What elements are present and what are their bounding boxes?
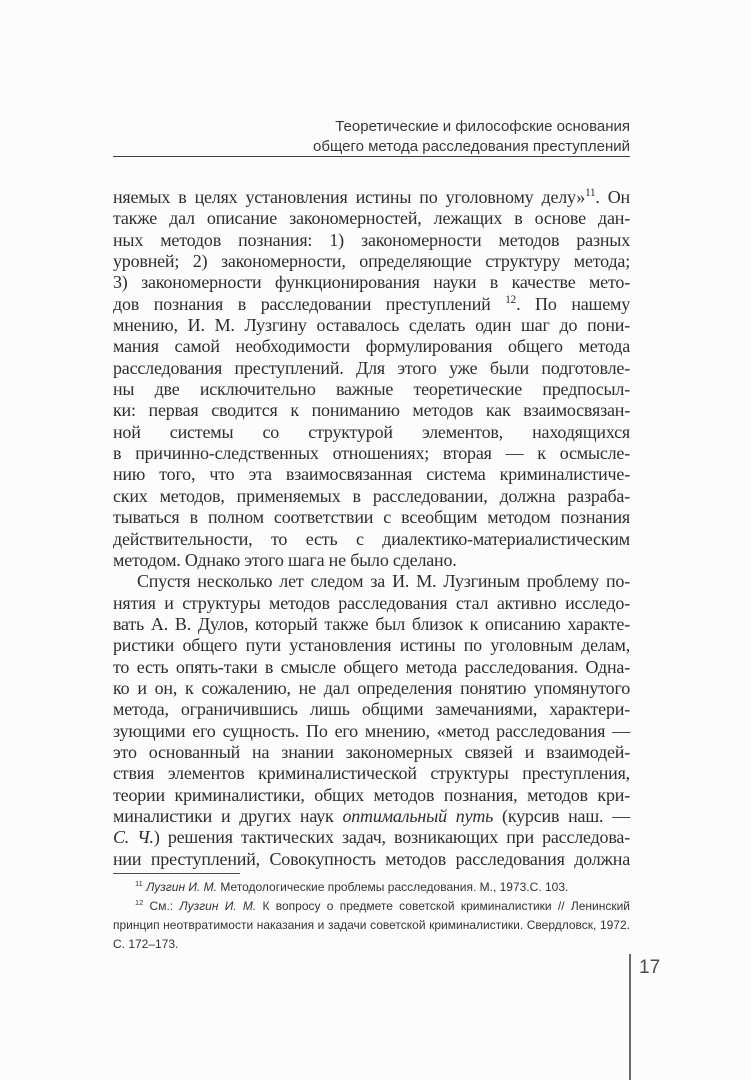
text-line: $^{11}$ Лузгин И. М. Методологические проблемы расследования. М., 1973.С. 103. [135,879,569,894]
text-line: вать А. В. Дулов, который также был близок к описанию характе- [113,613,630,634]
header-title-line-2: общего метода расследования преступлений [313,138,630,155]
text-line: это основанный на знании закономерных связей и взаимодей- [113,741,630,762]
text-line: Спустя несколько лет следом за И. М. Лузгиным проблему по- [137,571,630,592]
text-line: также дал описание закономерностей, лежащих в основе дан- [113,208,630,229]
text-line: ной системы со структурой элементов, находящихся [113,421,630,442]
text-line: 3) закономерности функционирования науки в качестве мето- [113,272,630,293]
text-line: принцип неотвратимости наказания и задачи советской криминалистики. Свердловск, 1972. [113,918,630,932]
footnote-item [113,878,630,897]
footnotes [113,878,630,954]
text-line: ко и он, к сожалению, не дал определения понятию упомянутого [113,677,630,698]
text-line: нятия и структуры методов расследования стал активно исследо- [113,592,630,613]
text-line: расследования преступлений. Для этого уже были подготовле- [113,357,630,378]
text-line: нию того, что эта взаимосвязанная система криминалистиче- [113,464,630,485]
paragraph [113,187,630,571]
page-number: 17 [639,957,661,978]
text-line: ки: первая сводится к пониманию методов как взаимосвязан- [113,400,630,421]
page-number-rule [629,954,631,1080]
paragraph [113,571,630,870]
text-line: С. Ч.) решения тактических задач, возникающих при расследова- [113,827,630,848]
text-line: ствия элементов криминалистической структуры преступления, [113,763,630,784]
text-line: мания самой необходимости формулирования общего метода [113,336,630,357]
text-line: С. 172–173. [113,937,179,951]
running-header [313,117,630,157]
text-line: действительности, то есть с диалектико-материалистическим [113,528,630,549]
text-line: ристики общего пути установления истины по уголовным делам, [113,635,630,656]
text-line: нии преступлений, Совокупность методов расследования должна [113,848,630,869]
text-line: теории криминалистики, общих методов познания, методов кри- [113,784,630,805]
text-line: тываться в полном соответствии с всеобщим методом познания [113,507,630,528]
text-line: ских методов, применяемых в расследовании, должна разраба- [113,485,630,506]
text-line: ны две исключительно важные теоретические предпосыл- [113,379,630,400]
header-title-line-1: Теоретические и философские основания [335,118,630,135]
text-line: зующими его сущность. По его мнению, «метод расследования — [113,720,630,741]
text-line: $^{12}$ См.: Лузгин И. М. К вопросу о предмете советской криминалистики // Ленинский [135,898,630,913]
text-line: метода, ограничившись лишь общими замечаниями, характери- [113,699,630,720]
footnote-separator [113,873,240,874]
text-line: то есть опять-таки в смысле общего метода расследования. Одна- [113,656,630,677]
text-line: уровней; 2) закономерности, определяющие структуру метода; [113,251,630,272]
text-line: дов познания в расследовании преступлений $^{12}$. По нашему [113,293,630,314]
text-line: в причинно-следственных отношениях; вторая — к осмысле- [113,443,630,464]
footnote-item [113,897,630,954]
text-line: ных методов познания: 1) закономерности методов разных [113,229,630,250]
text-line: мнению, И. М. Лузгину оставалось сделать один шаг до пони- [113,315,630,336]
body-text [113,187,630,870]
text-line: методом. Однако этого шага не было сделано. [113,549,457,570]
header-rule [113,156,630,157]
text-line: няемых в целях установления истины по уголовному делу»$^{11}$. Он [113,187,630,207]
text-line: миналистики и других наук оптимальный путь (курсив наш. — [113,805,630,826]
